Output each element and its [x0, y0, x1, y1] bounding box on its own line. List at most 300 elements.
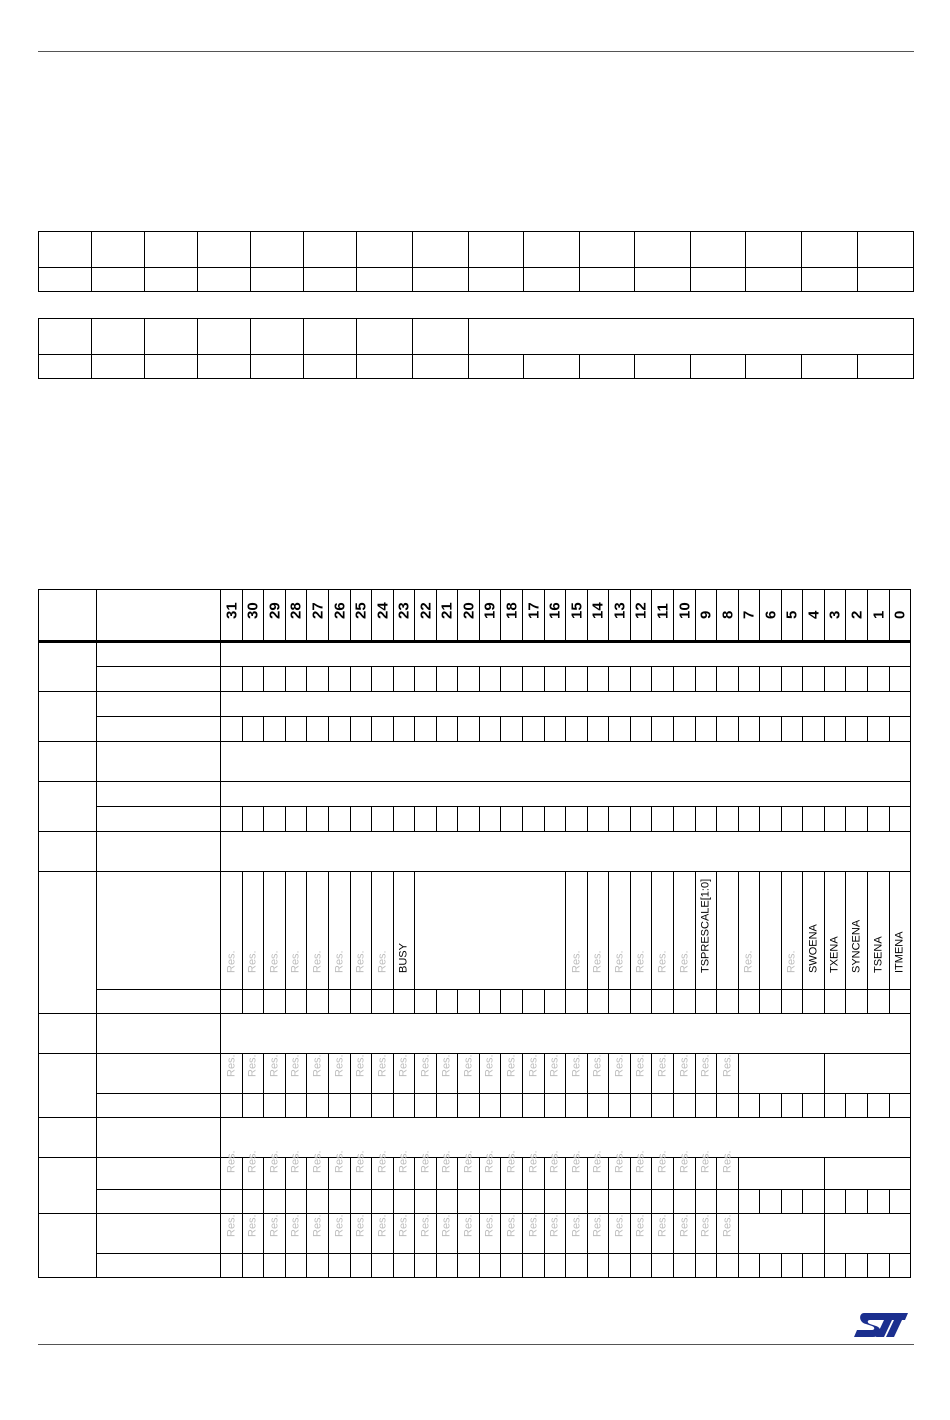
reserved-bit-cell — [415, 1054, 437, 1094]
reset-bit-cell — [458, 1094, 480, 1118]
reset-bit-cell — [696, 667, 717, 692]
register-offset-cell — [39, 1158, 97, 1214]
footer-rule — [38, 1344, 914, 1345]
reset-value-row — [39, 1254, 911, 1278]
reset-bit-cell — [501, 1190, 523, 1214]
reserved-bit-cell — [394, 1214, 415, 1254]
reset-bit-cell — [372, 1254, 394, 1278]
reset-bit-cell — [394, 1254, 415, 1278]
reset-bit-cell — [415, 667, 437, 692]
reset-bit-cell — [782, 1254, 803, 1278]
register-name-cell — [97, 1054, 221, 1094]
register-name-cell — [97, 742, 221, 782]
reserved-label: Res. — [483, 1054, 496, 1077]
reset-bit-cell — [523, 1094, 545, 1118]
reset-bit-cell — [415, 1094, 437, 1118]
reset-bit-cell — [631, 1094, 652, 1118]
reset-bit-cell — [286, 717, 307, 742]
reserved-bit-cell — [437, 1054, 458, 1094]
reset-bit-cell — [372, 1190, 394, 1214]
reset-bit-cell — [372, 667, 394, 692]
register-access-row — [39, 355, 914, 379]
bit-number-cell — [631, 590, 652, 642]
reset-bit-cell — [372, 1094, 394, 1118]
reserved-bit-cell — [264, 1214, 286, 1254]
reserved-bit-cell — [372, 872, 394, 990]
reset-bit-cell — [631, 990, 652, 1014]
bit-number: 29 — [266, 602, 283, 619]
reset-bit-cell — [803, 667, 825, 692]
txena-field-cell — [825, 872, 846, 990]
reset-bit-cell — [415, 1190, 437, 1214]
reset-bit-cell — [264, 1254, 286, 1278]
reserved-label: Res. — [225, 950, 237, 973]
reserved-bit-cell — [501, 1054, 523, 1094]
reset-bit-cell — [480, 1190, 501, 1214]
reserved-bit-cell — [329, 1214, 351, 1254]
bit-number: 11 — [654, 603, 671, 619]
bit-number: 21 — [438, 602, 456, 619]
reset-bit-cell — [696, 717, 717, 742]
register-field-span — [221, 692, 911, 717]
reserved-label: Res. — [634, 1054, 647, 1077]
reserved-label: Res. — [678, 1214, 690, 1237]
reset-bit-cell — [609, 667, 631, 692]
reset-bit-cell — [243, 807, 264, 832]
reset-bit-cell — [566, 1190, 588, 1214]
reserved-bit-cell — [545, 1214, 566, 1254]
reset-bit-cell — [652, 717, 674, 742]
reserved-label: Res. — [591, 1054, 604, 1077]
bit-number: 5 — [783, 610, 801, 619]
register-row — [39, 1158, 911, 1190]
bit-number: 31 — [223, 602, 240, 619]
reserved-bit-cell — [286, 1150, 307, 1190]
reset-bit-cell — [782, 1190, 803, 1214]
reset-bit-cell — [696, 807, 717, 832]
reset-bit-cell — [890, 807, 911, 832]
register-row — [39, 1054, 911, 1094]
reset-bit-cell — [523, 1190, 545, 1214]
register-upper-bits — [38, 231, 914, 292]
tsena-field-cell — [868, 872, 890, 990]
reserved-label: Res. — [570, 950, 582, 973]
reset-bit-cell — [394, 1094, 415, 1118]
bit-number: 14 — [589, 602, 607, 619]
reset-bit-cell — [717, 1254, 739, 1278]
reserved-label: Res. — [289, 1150, 302, 1173]
reset-bit-cell — [566, 1254, 588, 1278]
reset-bit-cell — [351, 717, 372, 742]
reset-bit-cell — [652, 1254, 674, 1278]
register-name-cell — [97, 1014, 221, 1054]
reserved-bit-cell — [372, 1054, 394, 1094]
reset-bit-cell — [825, 1094, 846, 1118]
bit-number-cell — [717, 590, 739, 642]
reset-bit-cell — [782, 1094, 803, 1118]
reset-bit-cell — [803, 807, 825, 832]
register-row — [39, 782, 911, 807]
reserved-bit-cell — [221, 872, 243, 990]
reset-bit-cell — [631, 717, 652, 742]
reserved-label: Res. — [354, 1054, 367, 1077]
bit-number: 9 — [697, 610, 715, 619]
reset-bit-cell — [523, 807, 545, 832]
reserved-label: Res. — [613, 1214, 625, 1237]
reset-bit-cell — [717, 807, 739, 832]
reset-bit-cell — [458, 990, 480, 1014]
reset-bit-cell — [458, 667, 480, 692]
reserved-label: Res. — [527, 1054, 539, 1077]
reset-value-row — [39, 717, 911, 742]
reset-bit-cell — [739, 807, 760, 832]
reserved-label: Res. — [462, 1150, 474, 1173]
reset-bit-cell — [631, 807, 652, 832]
bit-number: 30 — [244, 602, 262, 619]
reserved-label: Res. — [376, 950, 388, 973]
reserved-bit-cell — [372, 1214, 394, 1254]
reserved-label: Res. — [591, 950, 604, 973]
register-offset-cell — [39, 832, 97, 872]
reset-bit-cell — [307, 1254, 329, 1278]
bit-number: 10 — [676, 602, 693, 619]
reserved-label: Res. — [742, 950, 755, 973]
register-field-span — [221, 782, 911, 807]
reset-label-cell — [97, 717, 221, 742]
reserved-bit-cell — [329, 1054, 351, 1094]
reset-bit-cell — [415, 807, 437, 832]
reserved-label: Res. — [268, 1054, 280, 1077]
register-row — [39, 832, 911, 872]
reserved-label: Res. — [246, 1150, 259, 1173]
reset-bit-cell — [329, 990, 351, 1014]
reserved-label: Res. — [678, 1150, 690, 1173]
reserved-label: Res. — [656, 1150, 668, 1173]
reset-bit-cell — [243, 717, 264, 742]
reserved-bit-cell — [437, 1150, 458, 1190]
bit-number-cell — [545, 590, 566, 642]
bit-number: 3 — [826, 610, 844, 619]
reset-label-cell — [97, 1094, 221, 1118]
bit-number-cell — [825, 590, 846, 642]
reset-value-row — [39, 807, 911, 832]
bit-number: 1 — [870, 610, 887, 619]
reset-bit-cell — [501, 990, 523, 1014]
reserved-bit-cell — [243, 872, 264, 990]
field-span — [739, 1054, 825, 1094]
bit-number-cell — [351, 590, 372, 642]
reset-label-cell — [97, 667, 221, 692]
reserved-bit-cell — [458, 1150, 480, 1190]
reserved-label: Res. — [246, 950, 259, 973]
reserved-label: Res. — [613, 1150, 625, 1173]
reset-bit-cell — [609, 1094, 631, 1118]
reset-bit-cell — [243, 667, 264, 692]
reset-value-row — [39, 667, 911, 692]
reset-bit-cell — [437, 990, 458, 1014]
reserved-bit-cell — [286, 1054, 307, 1094]
reserved-label: Res. — [570, 1150, 582, 1173]
reset-bit-cell — [760, 667, 782, 692]
reserved-label: Res. — [354, 1150, 367, 1173]
bit-number: 16 — [546, 602, 564, 619]
reserved-bit-cell — [545, 1150, 566, 1190]
reserved-bit-cell — [480, 1150, 501, 1190]
reset-bit-cell — [243, 1254, 264, 1278]
reset-bit-cell — [480, 667, 501, 692]
reset-bit-cell — [890, 667, 911, 692]
register-row — [39, 1214, 911, 1254]
reset-bit-cell — [609, 717, 631, 742]
reset-bit-cell — [739, 990, 760, 1014]
bit-number-cell — [803, 590, 825, 642]
bit-number-cell — [221, 590, 243, 642]
reset-bit-cell — [846, 717, 868, 742]
reserved-label: Res. — [505, 1150, 517, 1173]
reserved-bit-cell — [264, 1150, 286, 1190]
reset-bit-cell — [825, 1190, 846, 1214]
st-logo — [850, 1310, 912, 1340]
reserved-label: Res. — [354, 1214, 367, 1237]
reserved-label: Res. — [656, 1054, 668, 1077]
reset-bit-cell — [609, 990, 631, 1014]
reserved-label: Res. — [419, 1150, 431, 1173]
register-offset-cell — [39, 1014, 97, 1054]
reset-bit-cell — [329, 1254, 351, 1278]
reset-bit-cell — [674, 667, 696, 692]
reset-bit-cell — [760, 1190, 782, 1214]
register-row — [39, 692, 911, 717]
reset-bit-cell — [674, 1190, 696, 1214]
header-rule — [38, 51, 914, 52]
bit-number-cell — [652, 590, 674, 642]
reset-bit-cell — [696, 1254, 717, 1278]
reserved-bit-cell — [523, 1054, 545, 1094]
tsprescale-field-cell — [696, 872, 717, 990]
reset-bit-cell — [588, 1094, 609, 1118]
reserved-label: Res. — [376, 1150, 388, 1173]
reserved-bit-cell — [264, 872, 286, 990]
reserved-bit-cell — [674, 1054, 696, 1094]
reset-value-row — [39, 1190, 911, 1214]
bit-number: 18 — [503, 602, 520, 619]
bit-number: 4 — [805, 610, 822, 619]
reset-bit-cell — [825, 1254, 846, 1278]
reserved-label: Res. — [699, 1214, 712, 1237]
reserved-label: Res. — [634, 1150, 647, 1173]
reset-bit-cell — [437, 807, 458, 832]
reserved-bit-cell — [329, 1150, 351, 1190]
reset-bit-cell — [351, 667, 372, 692]
register-map-table — [38, 589, 911, 1278]
reset-bit-cell — [868, 717, 890, 742]
reserved-label: Res. — [333, 950, 345, 973]
reserved-bit-cell — [458, 1054, 480, 1094]
reserved-label: Res. — [591, 1214, 604, 1237]
bit-number: 24 — [374, 602, 391, 619]
reset-bit-cell — [588, 990, 609, 1014]
swoena-field-cell — [803, 872, 825, 990]
reserved-bit-cell — [652, 1214, 674, 1254]
reset-bit-cell — [868, 1190, 890, 1214]
reserved-label: Res. — [289, 1214, 302, 1237]
bit-number-cell — [782, 590, 803, 642]
reserved-label: Res. — [548, 1214, 561, 1237]
reserved-bit-cell — [566, 1150, 588, 1190]
reserved-bit-cell — [717, 1054, 739, 1094]
reserved-bit-cell — [351, 1150, 372, 1190]
reset-bit-cell — [760, 717, 782, 742]
reset-bit-cell — [782, 667, 803, 692]
reset-bit-cell — [221, 667, 243, 692]
reset-bit-cell — [717, 990, 739, 1014]
reset-bit-cell — [351, 1094, 372, 1118]
reset-label-cell — [97, 990, 221, 1014]
reserved-label: Res. — [376, 1054, 388, 1077]
tsena-field: TSENA — [872, 936, 884, 973]
reserved-bit-cell — [480, 1054, 501, 1094]
reset-bit-cell — [351, 990, 372, 1014]
register-row — [39, 1118, 911, 1158]
register-field-span — [221, 832, 911, 872]
reserved-bit-cell — [394, 1150, 415, 1190]
reset-bit-cell — [286, 1094, 307, 1118]
reserved-label: Res. — [699, 1150, 712, 1173]
reset-bit-cell — [868, 1254, 890, 1278]
busy-bit-cell — [394, 872, 415, 990]
bit-number-cell — [286, 590, 307, 642]
reserved-label: Res. — [699, 1054, 712, 1077]
reset-bit-cell — [458, 1254, 480, 1278]
register-row — [39, 642, 911, 667]
bit-number: 0 — [891, 610, 909, 619]
reserved-bit-cell — [415, 1214, 437, 1254]
reset-bit-cell — [264, 990, 286, 1014]
reserved-label: Res. — [721, 1150, 733, 1173]
field-span — [825, 1214, 911, 1254]
register-offset-cell — [39, 872, 97, 1014]
reserved-label: Res. — [527, 1150, 539, 1173]
reserved-bit-cell — [674, 1150, 696, 1190]
reset-bit-cell — [372, 990, 394, 1014]
reserved-label: Res. — [225, 1214, 237, 1237]
reset-bit-cell — [566, 807, 588, 832]
reset-bit-cell — [394, 807, 415, 832]
syncena-field: SYNCENA — [850, 919, 862, 973]
reset-bit-cell — [868, 667, 890, 692]
reset-bit-cell — [846, 1094, 868, 1118]
bit-number: 7 — [740, 610, 758, 619]
register-header-cell — [97, 590, 221, 642]
register-offset-cell — [39, 782, 97, 832]
reset-bit-cell — [717, 1190, 739, 1214]
reserved-bit-cell — [286, 1214, 307, 1254]
reset-bit-cell — [545, 807, 566, 832]
reset-bit-cell — [307, 717, 329, 742]
reserved-bit-cell — [351, 872, 372, 990]
reset-bit-cell — [437, 717, 458, 742]
reset-bit-cell — [307, 1094, 329, 1118]
reset-bit-cell — [717, 1094, 739, 1118]
register-row — [39, 742, 911, 782]
bit-number-header-row — [39, 590, 911, 642]
reset-bit-cell — [760, 807, 782, 832]
register-name-cell — [97, 1158, 221, 1190]
register-name-cell — [97, 872, 221, 990]
reset-bit-cell — [588, 1254, 609, 1278]
reserved-bit-cell — [351, 1054, 372, 1094]
reset-bit-cell — [674, 717, 696, 742]
reserved-bit-cell — [307, 1054, 329, 1094]
bit-number: 17 — [525, 602, 542, 619]
reserved-bit-cell — [674, 1214, 696, 1254]
bit-number-cell — [372, 590, 394, 642]
reset-bit-cell — [566, 1094, 588, 1118]
reset-bit-cell — [523, 667, 545, 692]
reserved-bit-cell — [221, 1214, 243, 1254]
reset-bit-cell — [286, 807, 307, 832]
reset-bit-cell — [803, 990, 825, 1014]
reset-bit-cell — [803, 717, 825, 742]
reset-bit-cell — [480, 1094, 501, 1118]
reserved-bit-cell — [652, 1054, 674, 1094]
register-offset-cell — [39, 642, 97, 692]
reset-bit-cell — [588, 667, 609, 692]
reserved-bit-cell — [609, 872, 631, 990]
reset-bit-cell — [264, 1094, 286, 1118]
bit-number-cell — [394, 590, 415, 642]
reset-bit-cell — [221, 1254, 243, 1278]
reset-bit-cell — [825, 990, 846, 1014]
reset-bit-cell — [545, 717, 566, 742]
reserved-bit-cell — [609, 1150, 631, 1190]
reset-bit-cell — [717, 717, 739, 742]
txena-field: TXENA — [828, 936, 841, 973]
bit-number-cell — [523, 590, 545, 642]
reserved-label: Res. — [333, 1150, 345, 1173]
register-row — [39, 1014, 911, 1054]
reset-bit-cell — [890, 1254, 911, 1278]
reserved-label: Res. — [397, 1054, 410, 1077]
bit-number-cell — [674, 590, 696, 642]
reset-bit-cell — [307, 667, 329, 692]
bit-number: 26 — [331, 602, 348, 619]
reset-bit-cell — [394, 1190, 415, 1214]
reset-bit-cell — [846, 807, 868, 832]
reserved-bit-cell — [394, 1054, 415, 1094]
bit-number: 25 — [352, 602, 370, 619]
bit-number: 15 — [568, 602, 585, 619]
reset-bit-cell — [803, 1094, 825, 1118]
bit-number: 19 — [481, 602, 499, 619]
register-name-cell — [97, 832, 221, 872]
swoena-field: SWOENA — [807, 924, 819, 973]
reset-bit-cell — [652, 1190, 674, 1214]
reset-bit-cell — [566, 990, 588, 1014]
reserved-label: Res. — [225, 1150, 237, 1173]
bit-number-cell — [329, 590, 351, 642]
reserved-bit-cell — [717, 1150, 739, 1190]
reserved-bit-cell — [782, 872, 803, 990]
reserved-label: Res. — [591, 1150, 604, 1173]
reset-bit-cell — [480, 807, 501, 832]
reset-label-cell — [97, 1190, 221, 1214]
reserved-label: Res. — [397, 1214, 410, 1237]
reset-bit-cell — [307, 990, 329, 1014]
register-row — [39, 872, 911, 990]
reserved-label: Res. — [634, 1214, 647, 1237]
reserved-bit-cell — [307, 872, 329, 990]
